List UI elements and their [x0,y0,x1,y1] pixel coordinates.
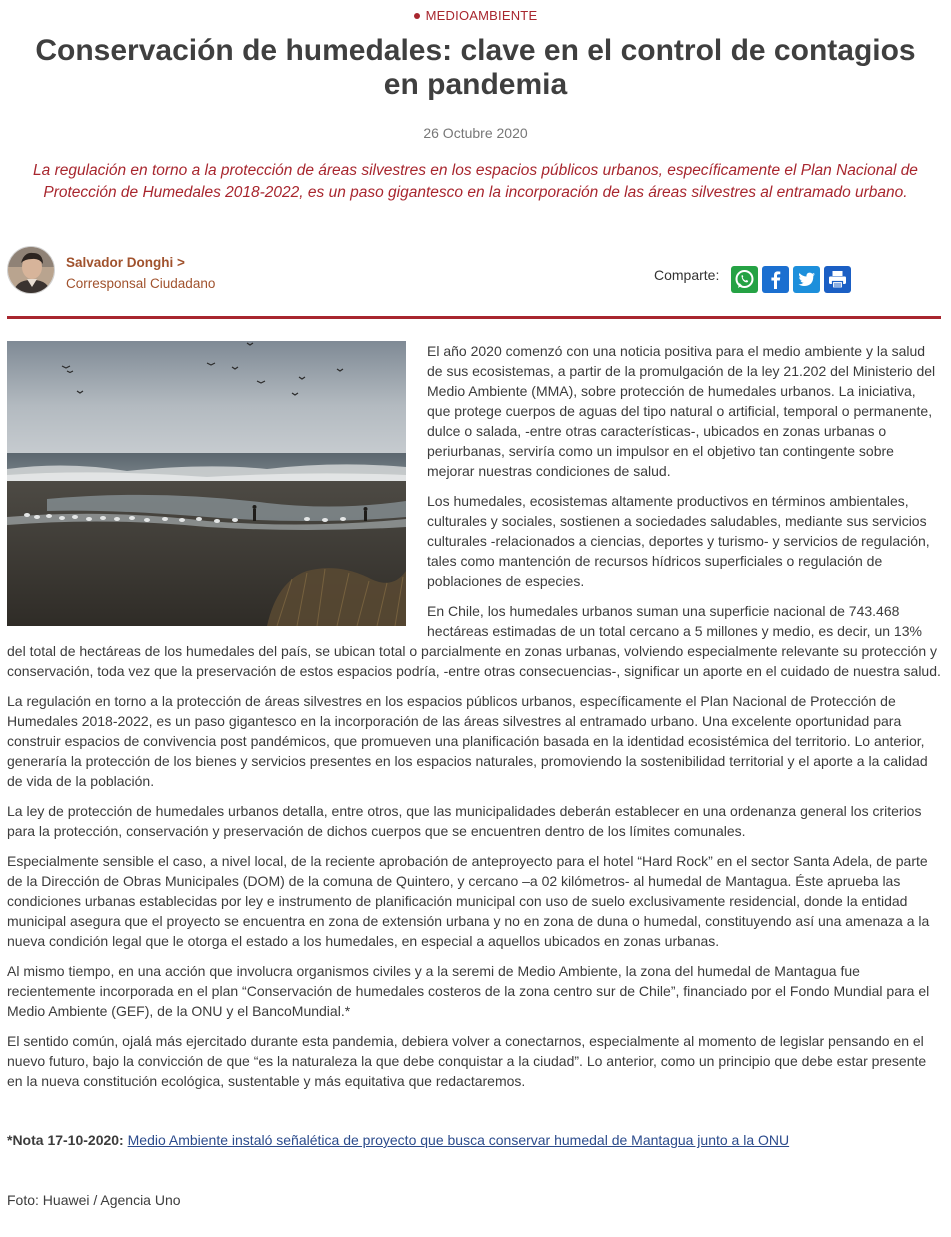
user-photo-icon [8,247,55,294]
author-avatar[interactable] [7,246,55,294]
print-share-button[interactable] [824,266,851,293]
photo-credit: Foto: Huawei / Agencia Uno [7,1192,181,1208]
category-dot-icon [414,13,420,19]
twitter-icon [793,266,820,293]
article-date: 26 Octubre 2020 [423,125,528,141]
note-link[interactable]: Medio Ambiente instaló señalética de proyecto que busca conservar humedal de Mantagua junto a la ONU [127,1132,790,1148]
paragraph: Especialmente sensible el caso, a nivel local, de la reciente aprobación de anteproyecto para el hotel “Hard Rock” en el sector Santa Adela, de parte de la Dirección de Obras Municipales (DOM) de la comuna de Quintero, y cercano –a 02 kilómetros- al humedal de Mantagua. Éste aprueba las condiciones urbanas establecidas por ley e instrumento de planificación municipal con uso de suelo exclusivamente residencial, donde la entidad municipal asegura que el proyecto se encuentra en zona de extensión urbana y no en zona de duna o humedal, constituyendo así una amenaza a la nueva condición legal que le otorga el estado a los humedales, en especial a aquellos ubicados en zonas urbanas. [7,853,930,949]
paragraph: La ley de protección de humedales urbanos detalla, entre otros, que las municipalidades deberán establecer en una ordenanza general los criterios para la protección, conservación y preservación de dichos cuerpos que se encuentren dentro de los límites comunales. [7,803,922,839]
author-block [7,246,407,298]
twitter-share-button[interactable] [793,266,820,293]
article-lead: La regulación en torno a la protección de áreas silvestres en los espacios públicos urbanos, específicamente el Plan Nacional de Protección de Humedales 2018-2022, es un paso gigantesco en la incorporación de las áreas silvestres al entramado urbano. [33,162,918,201]
note-paragraph [7,1130,941,1150]
wetland-photo-icon [7,341,406,626]
header-divider [7,316,941,319]
paragraph: El sentido común, ojalá más ejercitado durante esta pandemia, debiera volver a conectarnos, especialmente al momento de legislar pensando en el nuevo futuro, bajo la convicción de que “es la naturaleza la que debe conquistar a la ciudad”. Lo anterior, como un principio que debe estar presente en la nueva constitución ecológica, sustentable y más equitativa que redactaremos. [7,1033,927,1089]
facebook-share-button[interactable] [762,266,789,293]
category-text[interactable]: MEDIOAMBIENTE [425,8,538,23]
paragraph: El año 2020 comenzó con una noticia positiva para el medio ambiente y la salud de sus ecosistemas, a partir de la promulgación de la ley 21.202 del Ministerio del Medio Ambiente (MMA), sobre protección de humedales urbanos. La iniciativa, que protege cuerpos de aguas del tipo natural o artificial, temporal o permanente, dulce o salada, -entre otras características-, ubicados en zonas urbanas o periurbanas, serviría como un impulsor en el objetivo tan contingente sobre mejorar nuestras condiciones de salud. [427,343,936,479]
article-photo [7,341,406,626]
article-body [7,341,941,1220]
facebook-icon [762,266,789,293]
author-name-link[interactable]: Salvador Donghi > [66,255,185,270]
paragraph: Al mismo tiempo, en una acción que involucra organismos civiles y a la seremi de Medio Ambiente, la zona del humedal de Mantagua fue recientemente incorporada en el plan “Conservación de humedales costeros de la zona centro sur de Chile”, financiado por el Fondo Mundial para el Medio Ambiente (GEF), de la ONU y el BancoMundial.* [7,963,930,1019]
note-label: *Nota 17-10-2020: [7,1132,124,1148]
article-title: Conservación de humedales: clave en el control de contagios en pandemia [35,34,916,101]
paragraph: En Chile, los humedales urbanos suman una superficie nacional de 743.468 hectáreas estimadas de un total cercano a 5 millones y medio, es decir, un 13% del total de hectáreas de los humedales del país, se ubican total o parcialmente en zonas urbanas, volviendo especialmente relevante su protección y conservación, toda vez que la preservación de estos espacios podría, -entre otras consecuencias-, significar un aporte en el cuidado de nuestra salud. [7,603,941,679]
share-bar [654,264,864,294]
whatsapp-icon [731,266,758,293]
author-role: Corresponsal Ciudadano [66,276,216,291]
print-icon [824,266,851,293]
paragraph: La regulación en torno a la protección de áreas silvestres en los espacios públicos urbanos, específicamente el Plan Nacional de Protección de Humedales 2018-2022, es un paso gigantesco en la incorporación de las áreas silvestres al entramado urbano. Una excelente oportunidad para construir espacios de convivencia post pandémicos, que promueven una planificación basada en la identidad ecosistémica del territorio. Lo anterior, generaría la protección de los bienes y servicios presentes en los espacios naturales, promoviendo la sostenibilidad territorial y el aporte a la calidad de vida de la población. [7,693,928,789]
paragraph: Los humedales, ecosistemas altamente productivos en términos ambientales, culturales y sociales, sostienen a sociedades saludables, mediante sus servicios culturales -relacionados a ciencias, deportes y turismo- y servicios de regulación, tales como mantención de recursos hídricos superficiales o regulación de poblaciones de especies. [427,493,930,589]
whatsapp-share-button[interactable] [731,266,758,293]
category-label[interactable] [0,8,951,23]
share-label: Comparte: [654,267,720,283]
